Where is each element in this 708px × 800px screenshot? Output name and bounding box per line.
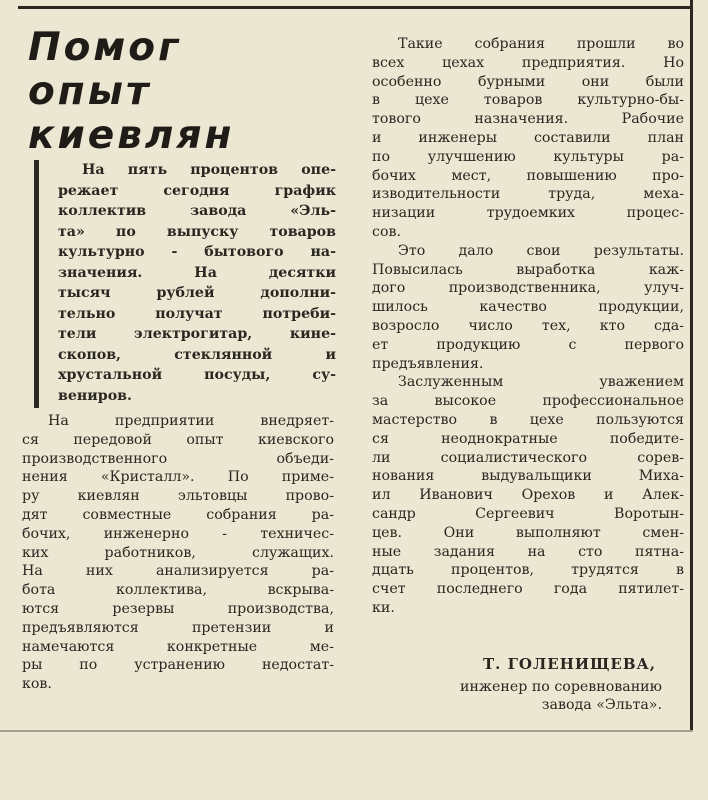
article-column-2: [372, 35, 684, 618]
lead-paragraph: [58, 160, 336, 406]
text-line: скопов, стеклянной и: [58, 346, 336, 363]
text-line: режает сегодня график: [58, 182, 336, 199]
text-line: ил Иванович Орехов и Алек-: [372, 487, 684, 504]
text-line: ся неоднократные победите-: [372, 430, 684, 447]
text-line: тового назначения. Рабочие: [372, 111, 684, 128]
text-line: ких работников, служащих.: [22, 544, 334, 561]
text-line: Это дало свои результаты.: [398, 242, 684, 259]
text-line: хрустальной посуды, су-: [58, 367, 336, 383]
text-line: бота коллектива, вскрыва-: [22, 582, 334, 599]
text-line: сандр Сергеевич Воротын-: [372, 505, 684, 522]
headline-line: киевлян: [28, 113, 235, 158]
text-line: низации трудоемких процес-: [372, 205, 684, 222]
text-line: тысяч рублей дополни-: [58, 285, 336, 301]
text-line: ки.: [372, 599, 395, 616]
column-rule: [690, 0, 693, 730]
text-line: бочих, инженерно - техничес-: [22, 525, 334, 542]
text-line: тели электрогитар, кине-: [58, 326, 336, 342]
text-line: за высокое профессиональное: [372, 393, 684, 410]
text-line: предъявления.: [372, 355, 484, 372]
text-line: по улучшению культуры ра-: [372, 148, 684, 165]
headline-line: опыт: [28, 69, 152, 114]
text-line: На предприятии внедряет-: [48, 413, 334, 429]
text-line: дят совместные собрания ра-: [22, 506, 334, 523]
text-line: производственного объеди-: [22, 450, 334, 467]
lead-bar: [34, 160, 39, 408]
text-line: счет последнего года пятилет-: [372, 581, 684, 598]
text-line: цев. Они выполняют смен-: [372, 524, 684, 541]
text-line: ру киевлян эльтовцы прово-: [22, 488, 334, 505]
text-line: ков.: [22, 676, 52, 693]
bottom-edge: [0, 730, 693, 732]
text-line: ся передовой опыт киевского: [22, 431, 334, 448]
text-line: нования выдувальщики Миха-: [372, 468, 684, 485]
text-line: предъявляются претензии и: [22, 619, 334, 636]
text-line: и инженеры составили план: [372, 129, 684, 146]
text-line: Повысилась выработка каж-: [372, 261, 684, 278]
text-line: изводительности труда, меха-: [372, 186, 684, 203]
text-line: нения «Кристалл». По приме-: [22, 469, 334, 486]
text-line: особенно бурными они были: [372, 73, 684, 90]
text-line: ные задания на сто пятна-: [372, 543, 684, 560]
text-line: тельно получат потреби-: [58, 305, 336, 322]
text-line: бочих мест, повышению про-: [372, 167, 684, 184]
text-line: шилось качество продукции,: [372, 299, 684, 316]
article-column-1: [22, 412, 334, 694]
text-line: культурно - бытового на-: [58, 244, 336, 260]
headline-line: Помог: [28, 25, 182, 70]
text-line: На пять процентов опе-: [82, 162, 336, 178]
text-line: ли социалистического сорев-: [372, 449, 684, 466]
text-line: Заслуженным уважением: [398, 374, 684, 391]
text-line: ры по устранению недостат-: [22, 657, 334, 674]
author-name: Т. ГОЛЕНИЩЕВА,: [482, 655, 656, 673]
text-line: дого производственника, улуч-: [372, 280, 684, 297]
text-line: мастерство в цехе пользуются: [372, 411, 684, 428]
text-line: Такие собрания прошли во: [398, 36, 684, 52]
headline: [28, 26, 358, 158]
author-role: инженер по соревнованию: [460, 679, 662, 695]
author-organization: завода «Эльта».: [541, 697, 662, 713]
text-line: значения. На десятки: [58, 264, 336, 281]
text-line: дцать процентов, трудятся в: [372, 562, 684, 579]
text-line: возросло число тех, кто сда-: [372, 317, 684, 334]
text-line: сов.: [372, 223, 401, 240]
text-line: ет продукцию с первого: [372, 336, 684, 353]
text-line: та» по выпуску товаров: [58, 223, 336, 240]
text-line: коллектив завода «Эль-: [58, 203, 336, 219]
text-line: На них анализируется ра-: [22, 563, 334, 580]
text-line: в цехе товаров культурно-бы-: [372, 92, 684, 109]
text-line: всех цехах предприятия. Но: [372, 54, 684, 71]
text-line: ются резервы производства,: [22, 600, 334, 617]
text-line: вениров.: [58, 387, 132, 404]
top-rule: [18, 6, 690, 9]
text-line: намечаются конкретные ме-: [22, 638, 334, 655]
